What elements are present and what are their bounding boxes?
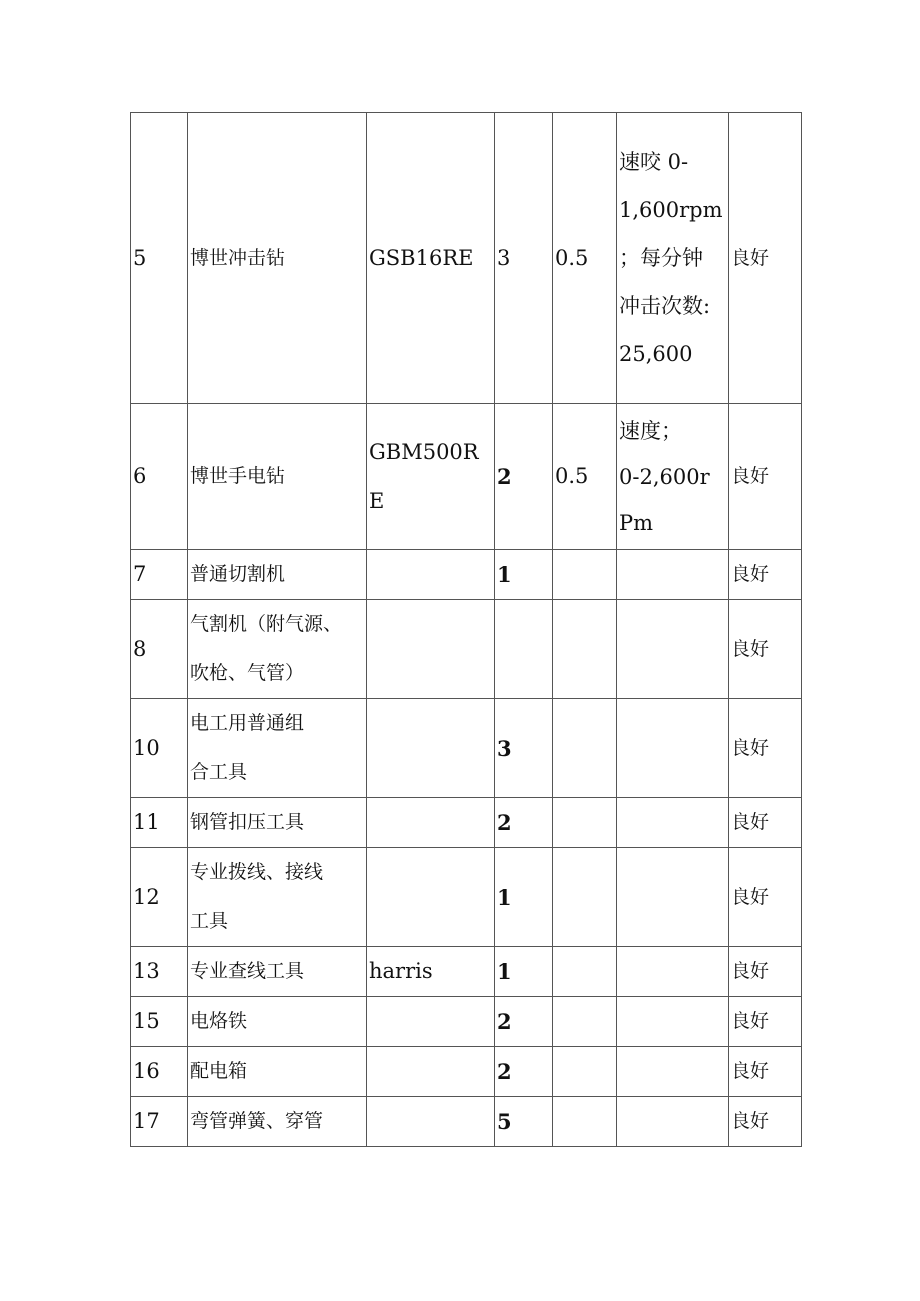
equipment-quantity: 2	[495, 997, 553, 1047]
equipment-status: 良好	[729, 798, 802, 848]
equipment-quantity: 1	[495, 550, 553, 600]
row-number: 10	[131, 699, 188, 798]
table-row	[131, 404, 802, 550]
equipment-model: GSB16RE	[367, 113, 495, 404]
equipment-power	[553, 947, 617, 997]
equipment-model	[367, 699, 495, 798]
equipment-status: 良好	[729, 1047, 802, 1097]
equipment-name: 配电箱	[188, 1047, 367, 1097]
table-row	[131, 699, 802, 798]
equipment-model	[367, 1097, 495, 1147]
row-number: 11	[131, 798, 188, 848]
equipment-quantity: 1	[495, 947, 553, 997]
equipment-name: 电烙铁	[188, 997, 367, 1047]
equipment-status: 良好	[729, 848, 802, 947]
table-row	[131, 113, 802, 404]
equipment-quantity: 3	[495, 699, 553, 798]
equipment-spec	[617, 1047, 729, 1097]
equipment-name: 电工用普通组 合工具	[188, 699, 367, 798]
table-row	[131, 1097, 802, 1147]
equipment-name: 博世冲击钻	[188, 113, 367, 404]
equipment-status: 良好	[729, 997, 802, 1047]
equipment-name: 普通切割机	[188, 550, 367, 600]
equipment-spec	[617, 1097, 729, 1147]
equipment-status: 良好	[729, 550, 802, 600]
equipment-quantity: 1	[495, 848, 553, 947]
row-number: 16	[131, 1047, 188, 1097]
equipment-model	[367, 1047, 495, 1097]
equipment-spec	[617, 848, 729, 947]
equipment-power	[553, 798, 617, 848]
table-row	[131, 600, 802, 699]
equipment-power	[553, 1097, 617, 1147]
equipment-name: 气割机（附气源、 吹枪、气管）	[188, 600, 367, 699]
equipment-quantity: 5	[495, 1097, 553, 1147]
equipment-power: 0.5	[553, 113, 617, 404]
table-row	[131, 997, 802, 1047]
equipment-model	[367, 550, 495, 600]
equipment-power	[553, 550, 617, 600]
equipment-model	[367, 997, 495, 1047]
table-row	[131, 1047, 802, 1097]
equipment-table	[130, 112, 802, 1147]
equipment-status: 良好	[729, 699, 802, 798]
equipment-power	[553, 1047, 617, 1097]
row-number: 6	[131, 404, 188, 550]
equipment-name: 博世手电钻	[188, 404, 367, 550]
table-row	[131, 550, 802, 600]
equipment-power	[553, 699, 617, 798]
equipment-status: 良好	[729, 600, 802, 699]
equipment-quantity: 2	[495, 404, 553, 550]
equipment-power	[553, 997, 617, 1047]
equipment-status: 良好	[729, 404, 802, 550]
equipment-name: 专业查线工具	[188, 947, 367, 997]
row-number: 8	[131, 600, 188, 699]
equipment-spec: 速度； 0-2,600r Pm	[617, 404, 729, 550]
equipment-model	[367, 600, 495, 699]
row-number: 12	[131, 848, 188, 947]
equipment-spec	[617, 997, 729, 1047]
equipment-model	[367, 798, 495, 848]
equipment-model: GBM500R E	[367, 404, 495, 550]
row-number: 15	[131, 997, 188, 1047]
equipment-power	[553, 600, 617, 699]
row-number: 17	[131, 1097, 188, 1147]
equipment-quantity: 3	[495, 113, 553, 404]
equipment-spec	[617, 550, 729, 600]
equipment-name: 钢管扣压工具	[188, 798, 367, 848]
equipment-status: 良好	[729, 947, 802, 997]
equipment-quantity	[495, 600, 553, 699]
equipment-spec: 速咬 0- 1,600rpm ；每分钟 冲击次数: 25,600	[617, 113, 729, 404]
equipment-status: 良好	[729, 113, 802, 404]
equipment-name: 弯管弹簧、穿管	[188, 1097, 367, 1147]
equipment-spec	[617, 947, 729, 997]
equipment-spec	[617, 600, 729, 699]
equipment-model	[367, 848, 495, 947]
table-row	[131, 848, 802, 947]
equipment-quantity: 2	[495, 1047, 553, 1097]
table-row	[131, 798, 802, 848]
table-row	[131, 947, 802, 997]
equipment-power	[553, 848, 617, 947]
equipment-model: harris	[367, 947, 495, 997]
row-number: 13	[131, 947, 188, 997]
equipment-power: 0.5	[553, 404, 617, 550]
equipment-spec	[617, 699, 729, 798]
equipment-name: 专业拨线、接线 工具	[188, 848, 367, 947]
equipment-spec	[617, 798, 729, 848]
equipment-status: 良好	[729, 1097, 802, 1147]
equipment-quantity: 2	[495, 798, 553, 848]
row-number: 7	[131, 550, 188, 600]
row-number: 5	[131, 113, 188, 404]
